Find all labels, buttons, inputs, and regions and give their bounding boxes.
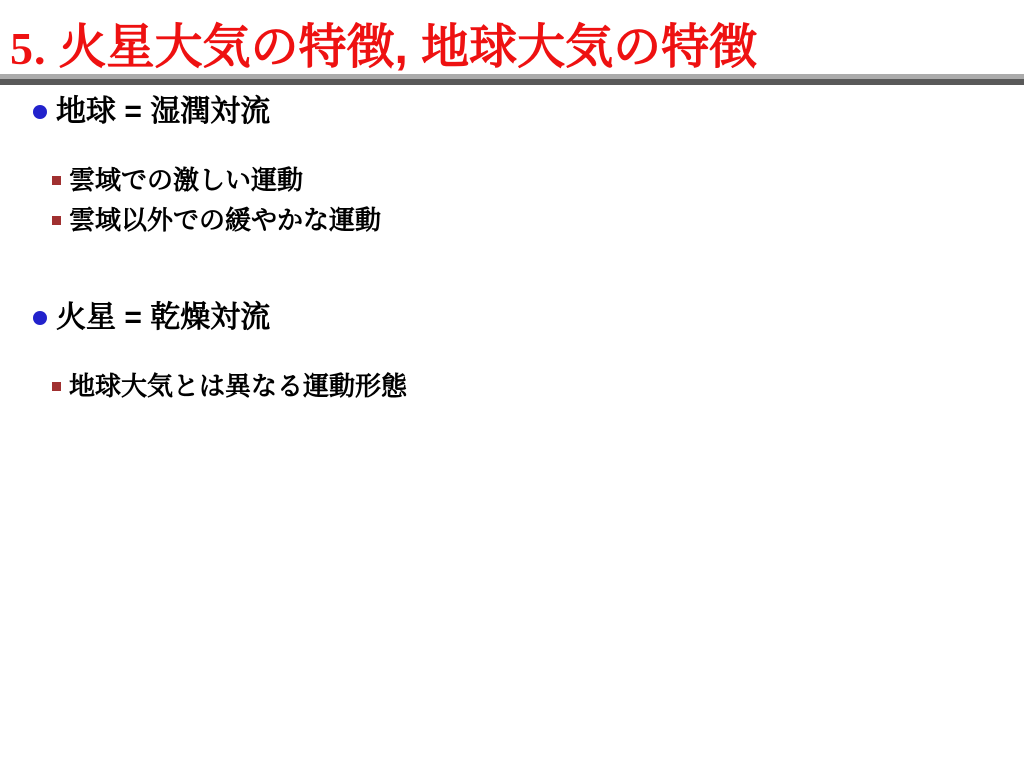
bullet-item-level1	[0, 94, 1024, 130]
bullet-text: 火星 = 乾燥対流	[56, 301, 271, 334]
bullet-item-level1	[0, 300, 1024, 336]
title-divider-rule	[0, 74, 1024, 85]
divider-dark-bar	[0, 79, 1024, 85]
circle-bullet-icon	[33, 105, 47, 119]
square-bullet-icon	[52, 382, 61, 391]
slide-body	[0, 90, 1024, 402]
bullet-text: 雲域以外での緩やかな運動	[69, 205, 382, 235]
slide-title	[10, 10, 1024, 72]
spacer	[0, 130, 1024, 156]
slide-title-text: 火星大気の特徴, 地球大気の特徴	[58, 21, 758, 74]
slide-title-number: 5.	[10, 23, 47, 74]
spacer	[0, 236, 1024, 296]
bullet-text: 地球大気とは異なる運動形態	[69, 371, 408, 401]
square-bullet-icon	[52, 216, 61, 225]
square-bullet-icon	[52, 176, 61, 185]
circle-bullet-icon	[33, 311, 47, 325]
bullet-item-level2	[0, 370, 1024, 402]
bullet-text: 地球 = 湿潤対流	[56, 95, 271, 128]
bullet-item-level2	[0, 204, 1024, 236]
spacer	[0, 336, 1024, 362]
bullet-text: 雲域での激しい運動	[69, 165, 304, 195]
bullet-item-level2	[0, 164, 1024, 196]
